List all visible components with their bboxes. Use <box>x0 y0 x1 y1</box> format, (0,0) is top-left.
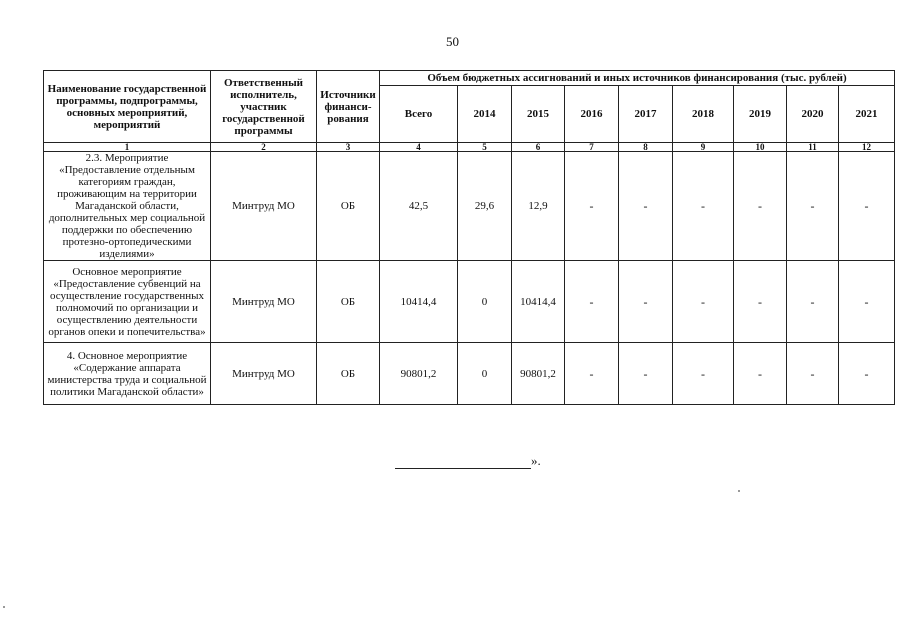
table-row <box>44 343 895 405</box>
closing-quote: ». <box>531 453 541 468</box>
budget-table <box>43 70 895 405</box>
row-2016: - <box>565 343 619 405</box>
column-number: 10 <box>734 143 787 152</box>
row-2021: - <box>839 261 895 343</box>
scan-speck <box>738 490 740 492</box>
row-2014: 0 <box>458 343 512 405</box>
row-total: 42,5 <box>380 152 458 261</box>
scan-speck <box>3 606 5 608</box>
header-total: Всего <box>380 86 458 143</box>
header-year: 2016 <box>565 86 619 143</box>
row-2018: - <box>673 152 734 261</box>
row-2014: 29,6 <box>458 152 512 261</box>
row-source: ОБ <box>317 152 380 261</box>
column-number: 7 <box>565 143 619 152</box>
column-number: 1 <box>44 143 211 152</box>
column-number: 3 <box>317 143 380 152</box>
header-year: 2020 <box>787 86 839 143</box>
row-2021: - <box>839 343 895 405</box>
table-row <box>44 152 895 261</box>
header-year: 2015 <box>512 86 565 143</box>
row-source: ОБ <box>317 343 380 405</box>
row-total: 10414,4 <box>380 261 458 343</box>
row-2020: - <box>787 261 839 343</box>
row-2014: 0 <box>458 261 512 343</box>
page-number: 50 <box>446 34 459 49</box>
header-sources: Источники финанси-рования <box>317 71 380 143</box>
row-2015: 90801,2 <box>512 343 565 405</box>
row-2016: - <box>565 261 619 343</box>
row-2020: - <box>787 343 839 405</box>
row-2017: - <box>619 152 673 261</box>
row-responsible: Минтруд МО <box>211 261 317 343</box>
row-source: ОБ <box>317 261 380 343</box>
signature-line <box>395 456 531 469</box>
table-row <box>44 261 895 343</box>
column-number: 11 <box>787 143 839 152</box>
header-year: 2017 <box>619 86 673 143</box>
row-2015: 12,9 <box>512 152 565 261</box>
column-number: 2 <box>211 143 317 152</box>
row-responsible: Минтруд МО <box>211 152 317 261</box>
header-year: 2014 <box>458 86 512 143</box>
row-name: 2.3. Мероприятие «Предоставление отдельным категориям граждан, проживающим на территории Магаданской области, дополнительных мер социальной поддержки по обеспечению протезно-ортопедическими изделиями» <box>44 152 211 261</box>
row-2018: - <box>673 343 734 405</box>
row-2019: - <box>734 343 787 405</box>
closing-mark <box>395 453 541 469</box>
column-number: 6 <box>512 143 565 152</box>
row-name: Основное мероприятие «Предоставление субвенций на осуществление государственных полномочий по организации и осуществлению деятельности органов опеки и попечительства» <box>44 261 211 343</box>
row-2019: - <box>734 261 787 343</box>
header-year: 2018 <box>673 86 734 143</box>
row-2015: 10414,4 <box>512 261 565 343</box>
row-2016: - <box>565 152 619 261</box>
row-total: 90801,2 <box>380 343 458 405</box>
column-number: 9 <box>673 143 734 152</box>
header-name: Наименование государственной программы, подпрограммы, основных мероприятий, мероприятий <box>44 71 211 143</box>
header-funding-group: Объем бюджетных ассигнований и иных источников финансирования (тыс. рублей) <box>380 71 895 86</box>
row-name: 4. Основное мероприятие «Содержание аппарата министерства труда и социальной политики Магаданской области» <box>44 343 211 405</box>
column-number: 4 <box>380 143 458 152</box>
column-number: 8 <box>619 143 673 152</box>
column-number: 5 <box>458 143 512 152</box>
column-number: 12 <box>839 143 895 152</box>
row-2020: - <box>787 152 839 261</box>
row-responsible: Минтруд МО <box>211 343 317 405</box>
row-2018: - <box>673 261 734 343</box>
header-year: 2021 <box>839 86 895 143</box>
column-number-row <box>44 143 895 152</box>
row-2017: - <box>619 343 673 405</box>
row-2019: - <box>734 152 787 261</box>
row-2017: - <box>619 261 673 343</box>
row-2021: - <box>839 152 895 261</box>
header-year: 2019 <box>734 86 787 143</box>
header-responsible: Ответственный исполнитель, участник государственной программы <box>211 71 317 143</box>
